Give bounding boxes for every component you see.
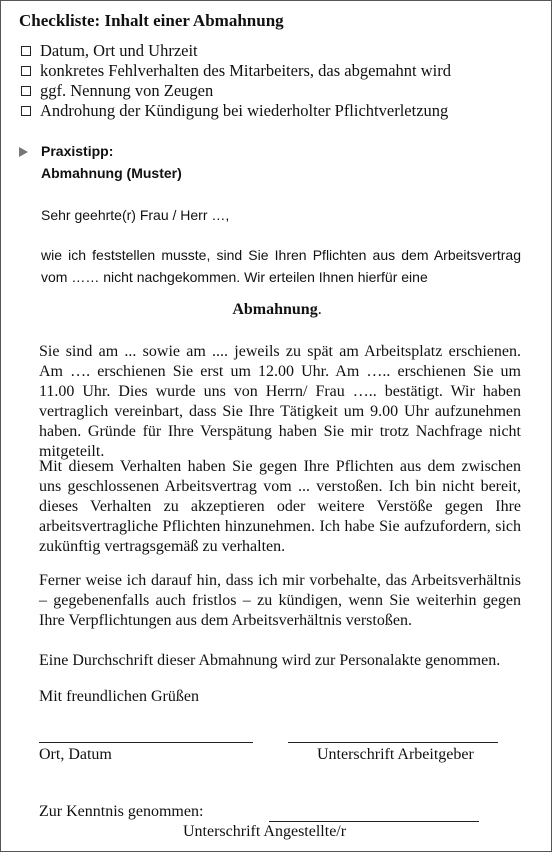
- letter-paragraph: Sie sind am ... sowie am .... jeweils zu spät am Arbeitsplatz erschienen. Am …. erschienen Sie erst um 12.00 Uhr. Am ….. erschienen Sie um 11.00 Uhr. Dies wurde uns von Herrn/ Frau ….. bestätigt. Wir haben vertraglich vereinbart, dass Sie Ihre Tätigkeit um 9.00 Uhr aufzunehmen haben. Gründe für Ihre Verspätung haben Sie mir trotz Nachfrage nicht mitgeteilt.: [39, 343, 521, 460]
- letter-heading: [1, 301, 552, 319]
- employee-signature-label: Unterschrift Angestellte/r: [183, 823, 347, 840]
- signature-line-employer: [288, 742, 498, 743]
- checklist: [19, 41, 539, 121]
- checkbox-icon: [21, 46, 31, 56]
- letter-paragraph: Ferner weise ich darauf hin, dass ich mir vorbehalte, das Arbeitsverhältnis – gegebenenfalls auch fristlos – zu kündigen, wenn Sie weiterhin gegen Ihre Verpflichtungen aus dem Arbeitsverhältnis verstoßen.: [39, 572, 521, 629]
- letter-paragraph: Eine Durchschrift dieser Abmahnung wird zur Personalakte genommen.: [39, 652, 501, 669]
- checklist-item: [19, 61, 539, 81]
- checkbox-icon: [21, 66, 31, 76]
- salutation: Sehr geehrte(r) Frau / Herr …,: [41, 207, 230, 223]
- checkbox-icon: [21, 86, 31, 96]
- acknowledged-label: Zur Kenntnis genommen:: [39, 803, 204, 820]
- closing: Mit freundlichen Grüßen: [39, 688, 199, 705]
- checklist-item-label: konkretes Fehlverhalten des Mitarbeiters, das abgemahnt wird: [40, 61, 452, 80]
- letter-paragraph: Mit diesem Verhalten haben Sie gegen Ihre Pflichten aus dem zwischen uns geschlossenen Arbeitsvertrag vom ... verstoßen. Ich bin nicht bereit, dieses Verhalten zu akzeptieren oder weitere Verstöße gegen Ihre arbeitsvertragliche Pflichten hinzunehmen. Ich habe Sie aufzufordern, sich zukünftig vertragsgemäß zu verhalten.: [39, 458, 521, 555]
- letter-heading-text: Abmahnung: [232, 301, 318, 318]
- checklist-item: [19, 101, 539, 121]
- checklist-title: Checkliste: Inhalt einer Abmahnung: [19, 11, 284, 30]
- triangle-right-icon: [19, 147, 28, 157]
- intro-text: wie ich feststellen musste, sind Sie Ihren Pflichten aus dem Arbeitsvertrag vom …… nicht nachgekommen. Wir erteilen Ihnen hierfür eine: [41, 247, 521, 285]
- tip-title: Abmahnung (Muster): [41, 165, 182, 181]
- signature-line-place-date: [39, 742, 253, 743]
- checklist-item: [19, 41, 539, 61]
- checklist-item-label: ggf. Nennung von Zeugen: [40, 81, 214, 100]
- checklist-item: [19, 81, 539, 101]
- tip-label: Praxistipp:: [41, 143, 114, 159]
- checklist-item-label: Androhung der Kündigung bei wiederholter Pflichtverletzung: [40, 101, 449, 120]
- checklist-item-label: Datum, Ort und Uhrzeit: [40, 41, 198, 60]
- employer-signature-label: Unterschrift Arbeitgeber: [317, 746, 474, 763]
- letter-heading-suffix: .: [317, 301, 322, 318]
- place-date-label: Ort, Datum: [39, 746, 112, 763]
- checkbox-icon: [21, 106, 31, 116]
- signature-line-employee: [269, 821, 479, 822]
